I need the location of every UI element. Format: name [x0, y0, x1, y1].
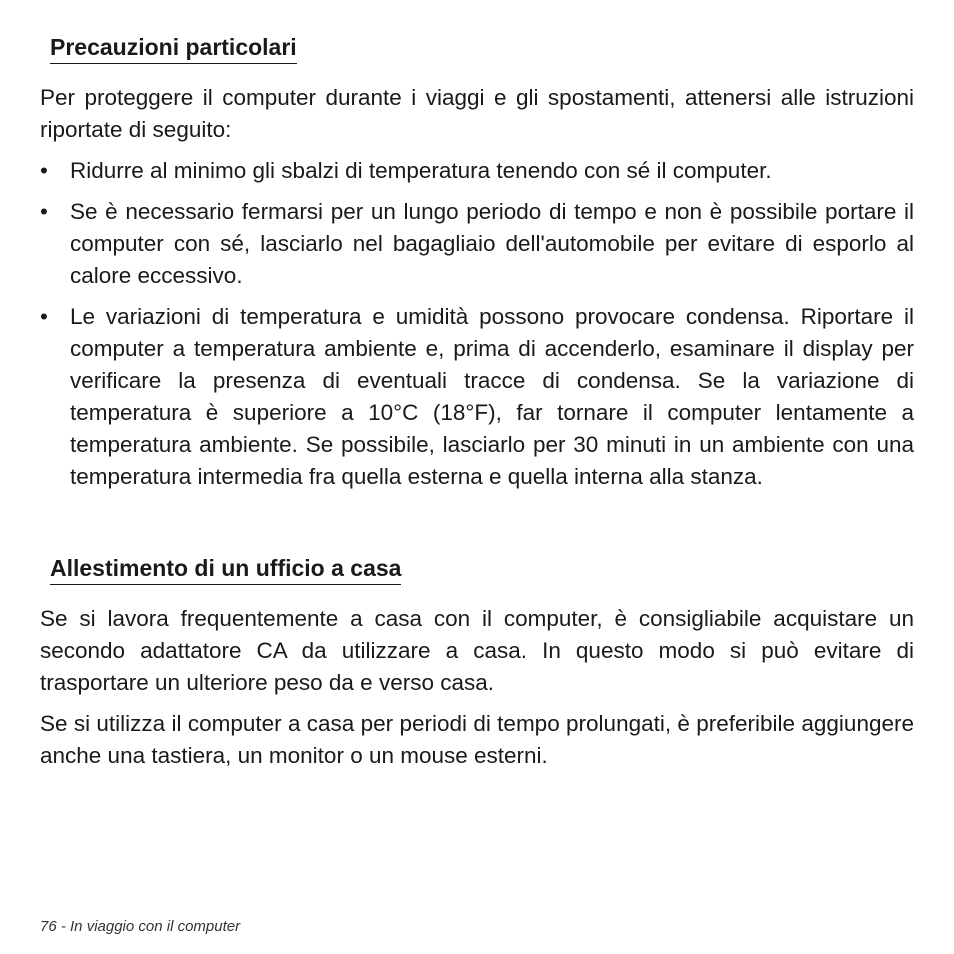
intro-paragraph: Per proteggere il computer durante i viaggi e gli spostamenti, attenersi alle istruzioni riportate di seguito: — [40, 85, 914, 142]
home-office-paragraph: Se si utilizza il computer a casa per periodi di tempo prolungati, è preferibile aggiungere anche una tastiera, un monitor o un mouse esterni. — [40, 711, 914, 768]
bullet-icon: • — [40, 304, 48, 329]
bullet-icon: • — [40, 158, 48, 183]
list-item-text: Le variazioni di temperatura e umidità possono provocare condensa. Riportare il computer a temperatura ambiente e, prima di accenderlo, esaminare il display per verificare la presenza di eventuali tracce di condensa. Se la variazione di temperatura è superiore a 10°C (18°F), far tornare il computer lentamente a temperatura ambiente. Se possibile, lasciarlo per 30 minuti in un ambiente con una temperatura intermedia fra quella esterna e quella interna alla stanza. — [70, 304, 914, 489]
list-item — [40, 155, 914, 187]
section-heading-home-office: Allestimento di un ufficio a casa — [50, 554, 401, 585]
precautions-list — [40, 155, 914, 502]
section-heading-precautions: Precauzioni particolari — [50, 33, 297, 64]
list-item-text: Se è necessario fermarsi per un lungo periodo di tempo e non è possibile portare il computer con sé, lasciarlo nel bagagliaio dell'automobile per evitare di esporlo al calore eccessivo. — [70, 199, 914, 288]
list-item — [40, 301, 914, 493]
page-footer: 76 - In viaggio con il computer — [40, 918, 241, 935]
home-office-paragraph: Se si lavora frequentemente a casa con il computer, è consigliabile acquistare un secondo adattatore CA da utilizzare a casa. In questo modo si può evitare di trasportare un ulteriore peso da e verso casa. — [40, 606, 914, 695]
list-item-text: Ridurre al minimo gli sbalzi di temperatura tenendo con sé il computer. — [70, 158, 772, 183]
list-item — [40, 196, 914, 292]
bullet-icon: • — [40, 199, 48, 224]
